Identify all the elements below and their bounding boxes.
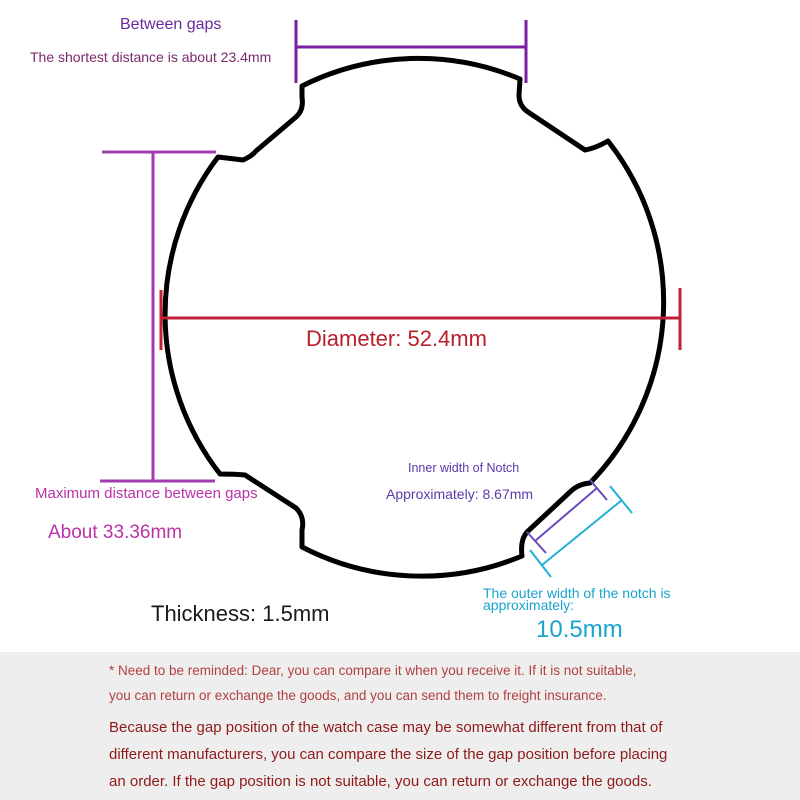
inner-notch-dimension	[527, 480, 607, 553]
outer-notch-tick-2	[610, 486, 632, 513]
inner-notch-tick-2	[590, 480, 607, 500]
reminder-line-2: you can return or exchange the goods, and you can send them to freight insurance.	[109, 688, 607, 703]
diameter-label: Diameter: 52.4mm	[306, 326, 487, 351]
between-gaps-label: Between gaps	[120, 16, 222, 33]
reminder-line-1: * Need to be reminded: Dear, you can compare it when you receive it. If it is not suitable,	[109, 663, 637, 678]
outer-notch-value: 10.5mm	[536, 616, 623, 643]
inner-notch-title: Inner width of Notch	[408, 461, 520, 475]
thickness-label: Thickness: 1.5mm	[151, 601, 330, 626]
notice-body-line-2: different manufacturers, you can compare the size of the gap position before placing	[109, 746, 668, 763]
max-distance-label: Maximum distance between gaps	[35, 485, 258, 502]
notice-body-line-1: Because the gap position of the watch case may be somewhat different from that of	[109, 719, 663, 736]
max-distance-value: About 33.36mm	[48, 522, 183, 543]
outer-notch-tick-1	[530, 550, 551, 577]
outer-notch-title: The outer width of the notch is approximately:	[483, 585, 671, 613]
shortest-distance-label: The shortest distance is about 23.4mm	[30, 49, 272, 65]
notice-panel	[0, 652, 800, 800]
inner-notch-value: Approximately: 8.67mm	[386, 486, 534, 502]
notice-body-line-3: an order. If the gap position is not suitable, you can return or exchange the goods.	[109, 773, 652, 790]
